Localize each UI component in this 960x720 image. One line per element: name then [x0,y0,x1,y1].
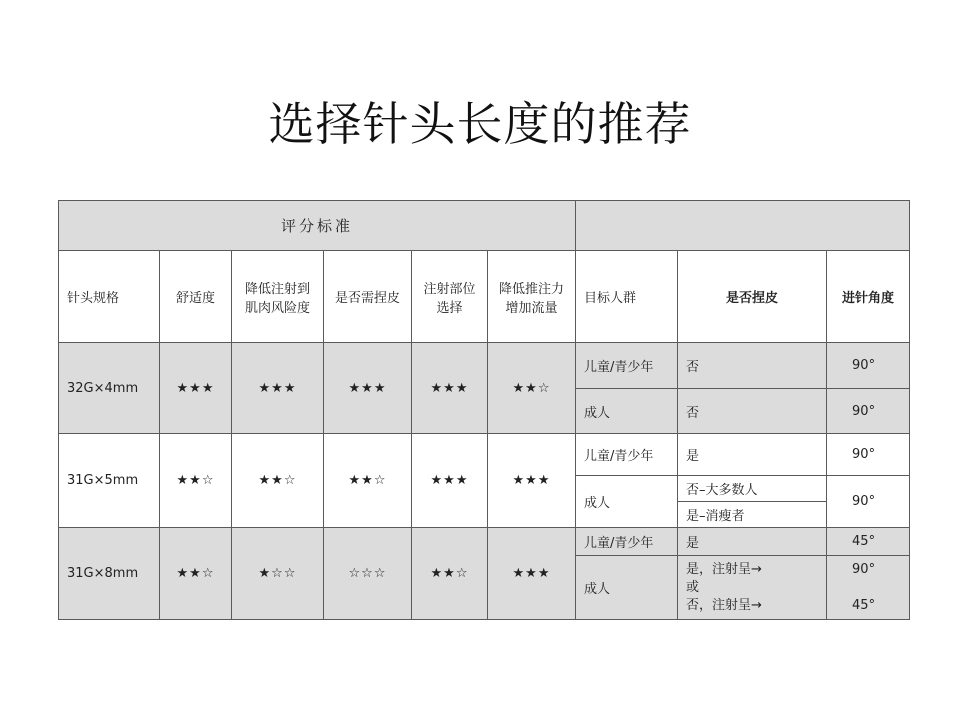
angle-cell: 45° [827,528,910,556]
angle-cell [827,556,910,620]
col-spec: 针头规格 [59,251,160,343]
rating-flow: ★★☆ [488,343,576,434]
target-cell: 成人 [576,389,678,434]
blank-header [576,201,910,251]
rating-flow: ★★★ [488,528,576,620]
target-cell: 儿童/青少年 [576,434,678,476]
rating-pinch: ☆☆☆ [324,528,412,620]
col-target: 目标人群 [576,251,678,343]
col-pinch2: 是否捏皮 [678,251,827,343]
target-cell: 成人 [576,556,678,620]
pinch-cell: 是 [678,434,827,476]
rating-comfort: ★★☆ [160,528,232,620]
rating-risk: ★☆☆ [232,528,324,620]
col-pinch: 是否需捏皮 [324,251,412,343]
col-comfort: 舒适度 [160,251,232,343]
pinch-cell: 是–消瘦者 [678,502,827,528]
target-cell: 成人 [576,476,678,528]
criteria-header: 评分标准 [59,201,576,251]
target-cell: 儿童/青少年 [576,343,678,389]
rating-pinch: ★★☆ [324,434,412,528]
angle-cell: 90° [827,389,910,434]
col-flow: 降低推注力增加流量 [488,251,576,343]
pinch-line: 否，注射呈→ [686,597,762,613]
page-title: 选择针头长度的推荐 [268,97,692,151]
pinch-cell: 是 [678,528,827,556]
rating-site: ★★★ [412,343,488,434]
rating-risk: ★★☆ [232,434,324,528]
rating-risk: ★★★ [232,343,324,434]
angle-cell: 90° [827,343,910,389]
pinch-cell: 否 [678,343,827,389]
col-site: 注射部位选择 [412,251,488,343]
pinch-cell [678,556,827,620]
angle-cell: 90° [827,434,910,476]
rating-comfort: ★★★ [160,343,232,434]
target-cell: 儿童/青少年 [576,528,678,556]
spec-cell: 31G×8mm [59,528,160,620]
pinch-line: 是，注射呈→ [686,561,762,577]
col-angle: 进针角度 [827,251,910,343]
rating-site: ★★★ [412,434,488,528]
angle-value: 45° [852,597,876,613]
col-risk: 降低注射到肌肉风险度 [232,251,324,343]
rating-comfort: ★★☆ [160,434,232,528]
pinch-cell: 否–大多数人 [678,476,827,502]
needle-recommendation-table [58,200,910,620]
angle-cell: 90° [827,476,910,528]
pinch-line: 或 [686,579,700,595]
rating-site: ★★☆ [412,528,488,620]
spec-cell: 32G×4mm [59,343,160,434]
rating-flow: ★★★ [488,434,576,528]
spec-cell: 31G×5mm [59,434,160,528]
angle-value: 90° [852,561,876,577]
rating-pinch: ★★★ [324,343,412,434]
pinch-cell: 否 [678,389,827,434]
